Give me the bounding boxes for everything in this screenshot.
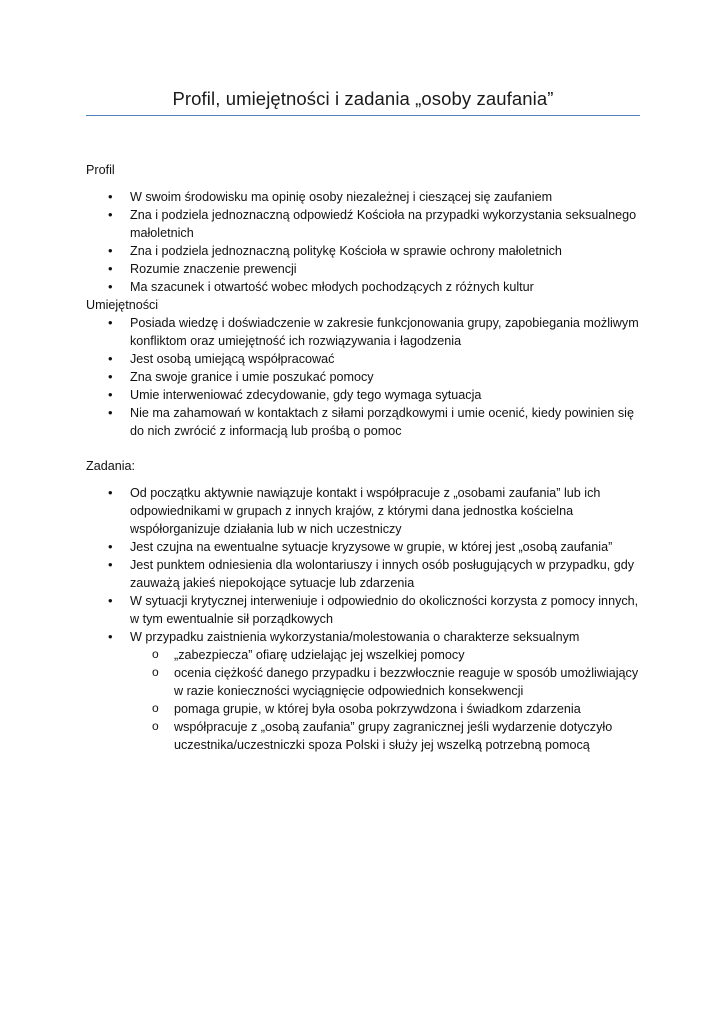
spacer [86,440,646,457]
list-item: • Posiada wiedzę i doświadczenie w zakresie funkcjonowania grupy, zapobiegania możliwym konfliktom oraz umiejętność ich rozwiązywania i łagodzenia [86,314,646,350]
title-divider [86,115,640,116]
section-label-profil: Profil [86,163,115,177]
list-item: • W swoim środowisku ma opinię osoby niezależnej i cieszącej się zaufaniem [86,188,646,206]
sublist-item: o „zabezpiecza” ofiarę udzielając jej wszelkiej pomocy [86,646,646,664]
sublist-item: o ocenia ciężkość danego przypadku i bezzwłocznie reaguje w sposób umożliwiający w razie konieczności wyciągnięcie odpowiednich konsekwencji [86,664,646,700]
list-item: • Umie interweniować zdecydowanie, gdy tego wymaga sytuacja [86,386,646,404]
list-item: • W sytuacji krytycznej interweniuje i odpowiednio do okoliczności korzysta z pomocy innych, w tym ewentualnie sił porządkowych [86,592,646,628]
list-item-with-sublist [86,628,646,754]
zadania-list [86,484,646,754]
umiejetnosci-list [86,314,646,440]
list-item-text: W przypadku zaistnienia wykorzystania/molestowania o charakterze seksualnym [130,630,580,644]
list-item: • Zna swoje granice i umie poszukać pomocy [86,368,646,386]
document-body [86,161,646,754]
list-item: • Nie ma zahamowań w kontaktach z siłami porządkowymi i umie ocenić, kiedy powinien się do nich zwrócić z informacją lub prośbą o pomoc [86,404,646,440]
list-item: • Zna i podziela jednoznaczną politykę Kościoła w sprawie ochrony małoletnich [86,242,646,260]
list-item: • Od początku aktywnie nawiązuje kontakt i współpracuje z „osobami zaufania” lub ich odpowiednikami w grupach z innych krajów, z którymi dana jednostka kościelna współorganizuje działania lub w nich uczestniczy [86,484,646,538]
list-item: • Jest punktem odniesienia dla wolontariuszy i innych osób posługujących w przypadku, gdy zauważą jakieś niepokojące sytuacje lub zdarzenia [86,556,646,592]
zadania-sublist [130,646,646,754]
list-item: • Rozumie znaczenie prewencji [86,260,646,278]
page-title: Profil, umiejętności i zadania „osoby zaufania” [172,88,554,109]
list-item: • Zna i podziela jednoznaczną odpowiedź Kościoła na przypadki wykorzystania seksualnego małoletnich [86,206,646,242]
list-item: • Jest osobą umiejącą współpracować [86,350,646,368]
list-item: • Ma szacunek i otwartość wobec młodych pochodzących z różnych kultur [86,278,646,296]
spacer [86,179,646,188]
list-item: • Jest czujna na ewentualne sytuacje kryzysowe w grupie, w której jest „osobą zaufania” [86,538,646,556]
sublist-item: o pomaga grupie, w której była osoba pokrzywdzona i świadkom zdarzenia [86,700,646,718]
sublist-item: o współpracuje z „osobą zaufania” grupy zagranicznej jeśli wydarzenie dotyczyło uczestnika/uczestniczki spoza Polski i służy jej wszelką potrzebną pomocą [86,718,646,754]
section-label-umiejetnosci: Umiejętności [86,298,159,312]
section-label-zadania: Zadania: [86,459,136,473]
profil-list [86,188,646,296]
spacer [86,475,646,484]
